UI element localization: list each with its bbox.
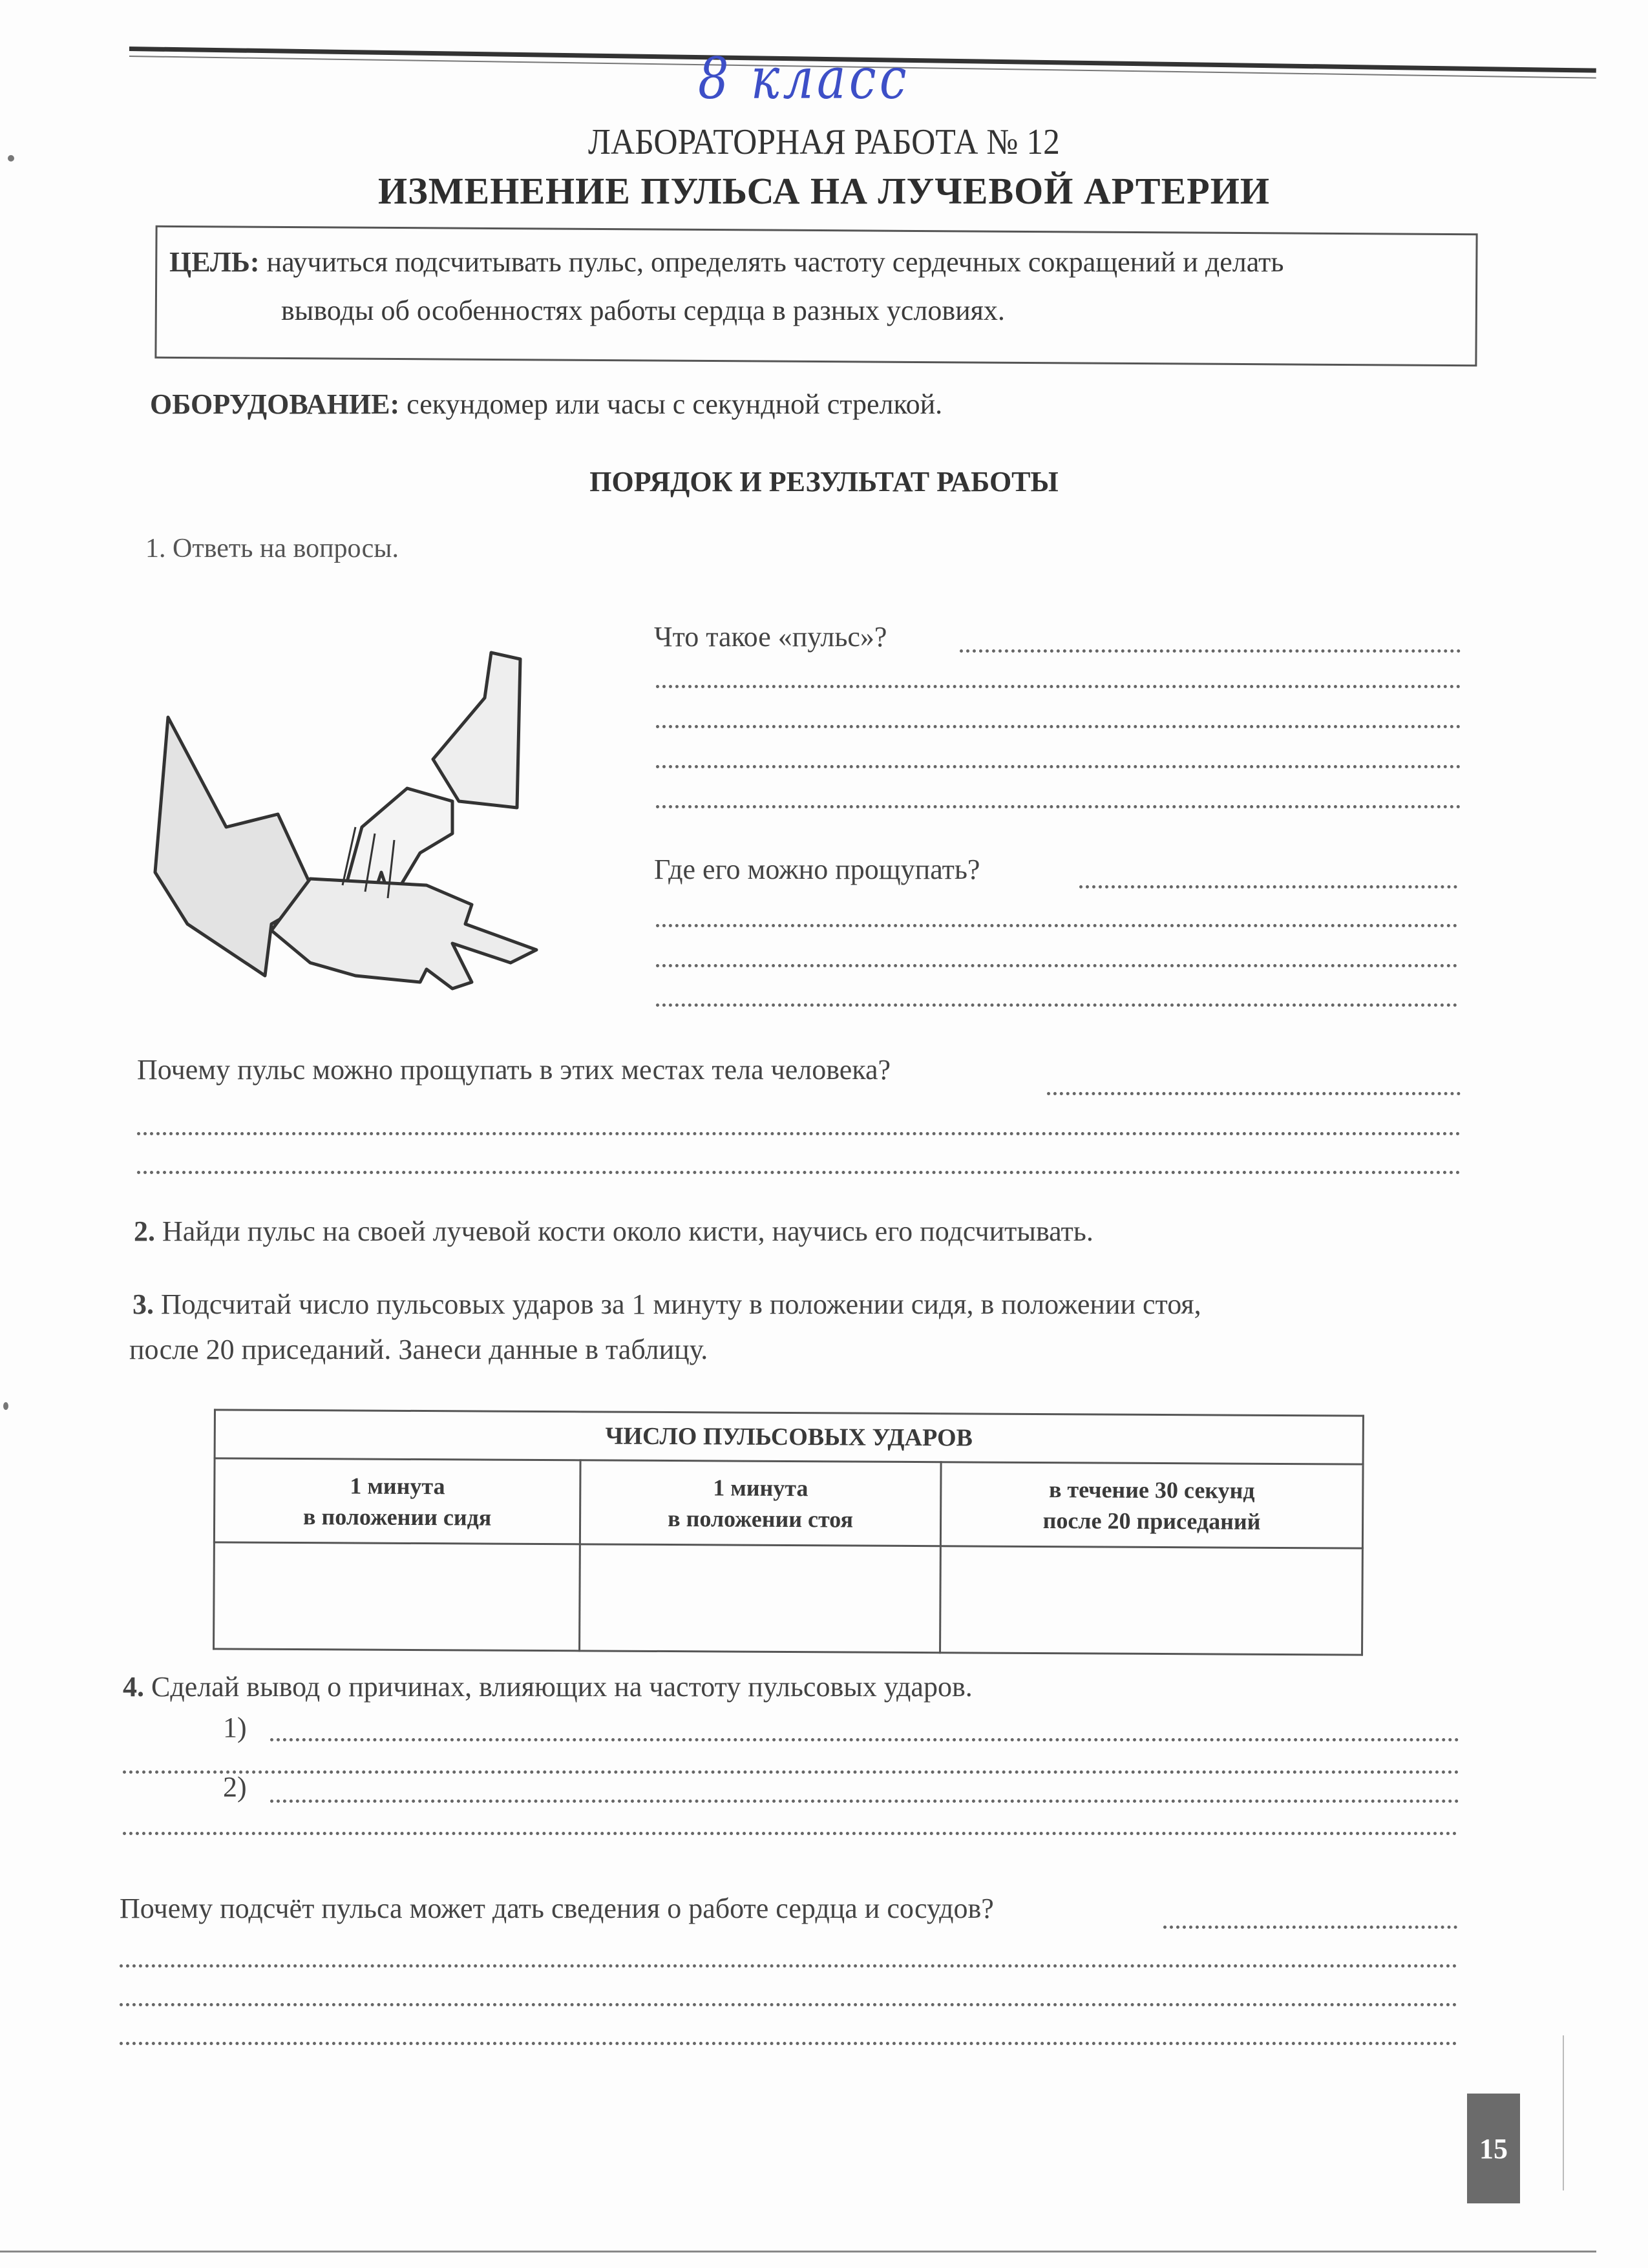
task-3-text: Подсчитай число пульсовых ударов за 1 минуту в положении сидя, в положении стоя,: [161, 1288, 1201, 1320]
task-3-line-1: [132, 1288, 1201, 1321]
answer-line[interactable]: [270, 1738, 1459, 1741]
table-cell-standing[interactable]: [580, 1544, 941, 1653]
section-heading: ПОРЯДОК И РЕЗУЛЬТАТ РАБОТЫ: [589, 466, 1059, 498]
equipment: [150, 388, 942, 421]
task-4-number: 4.: [123, 1671, 144, 1703]
question-why-these-places: Почему пульс можно прощупать в этих местах тела человека?: [137, 1054, 891, 1086]
answer-line[interactable]: [656, 685, 1461, 688]
answer-line[interactable]: [270, 1800, 1459, 1803]
upper-sleeve: [433, 653, 520, 808]
answer-line[interactable]: [123, 1770, 1459, 1774]
goal-label: ЦЕЛЬ:: [169, 246, 260, 278]
table-cell-sitting[interactable]: [214, 1542, 580, 1651]
task-2: [134, 1215, 1093, 1248]
table-cell-squats[interactable]: [940, 1546, 1362, 1655]
header-line: 1 минута: [713, 1474, 808, 1501]
task-4-item-2-label: 2): [223, 1771, 247, 1803]
scan-speck: [8, 155, 14, 162]
goal-text-1: научиться подсчитывать пульс, определять частоту сердечных сокращений и делать: [266, 246, 1284, 278]
answer-line[interactable]: [120, 1964, 1457, 1968]
task-2-number: 2.: [134, 1215, 155, 1247]
page-title: ИЗМЕНЕНИЕ ПУЛЬСА НА ЛУЧЕВОЙ АРТЕРИИ: [378, 170, 1270, 212]
header-line: в положении стоя: [668, 1505, 854, 1533]
table-title: ЧИСЛО ПУЛЬСОВЫХ УДАРОВ: [215, 1410, 1363, 1464]
answer-line[interactable]: [656, 725, 1461, 728]
answer-line[interactable]: [123, 1832, 1457, 1835]
task-1-number: 1.: [145, 534, 166, 563]
table-header-squats: [940, 1462, 1363, 1548]
question-why-pulse-count: Почему подсчёт пульса может дать сведения о работе сердца и сосудов?: [120, 1893, 994, 1924]
task-4-text: Сделай вывод о причинах, влияющих на частоту пульсовых ударов.: [151, 1671, 973, 1703]
answer-line[interactable]: [1163, 1926, 1457, 1929]
task-4: [123, 1670, 973, 1703]
answer-line[interactable]: [1079, 885, 1457, 888]
answer-line[interactable]: [120, 2003, 1457, 2006]
handwritten-grade-note: 8 класс: [698, 45, 910, 112]
goal-line-2: выводы об особенностях работы сердца в разных условиях.: [281, 295, 1005, 326]
scan-speck: [3, 1402, 8, 1410]
page-number: 15: [1467, 2094, 1520, 2203]
task-2-text: Найди пульс на своей лучевой кости около кисти, научись его подсчитывать.: [162, 1215, 1093, 1247]
answer-line[interactable]: [120, 2042, 1457, 2045]
answer-line[interactable]: [656, 964, 1457, 967]
scan-right-edge: [1563, 2035, 1564, 2190]
answer-line[interactable]: [656, 924, 1457, 927]
table-header-sitting: [214, 1458, 580, 1544]
lab-number: ЛАБОРАТОРНАЯ РАБОТА № 12: [588, 122, 1060, 162]
task-3-line-2: после 20 приседаний. Занеси данные в таблицу.: [129, 1334, 708, 1365]
task-1-text: Ответь на вопросы.: [173, 534, 399, 563]
equipment-label: ОБОРУДОВАНИЕ:: [150, 388, 400, 420]
question-what-is-pulse: Что такое «пульс»?: [654, 621, 887, 653]
answer-line[interactable]: [137, 1171, 1461, 1174]
header-line: 1 минута: [350, 1472, 445, 1499]
scan-bottom-edge: [0, 2251, 1596, 2252]
task-1: [145, 533, 399, 564]
lower-hand: [271, 879, 536, 989]
answer-line[interactable]: [960, 649, 1461, 653]
answer-line[interactable]: [1047, 1092, 1461, 1095]
task-4-item-1-label: 1): [223, 1712, 247, 1743]
answer-line[interactable]: [656, 805, 1461, 808]
answer-line[interactable]: [656, 765, 1461, 768]
pulse-count-table: [213, 1409, 1364, 1655]
task-3-number: 3.: [132, 1288, 154, 1320]
answer-line[interactable]: [656, 1003, 1457, 1007]
header-line: в положении сидя: [302, 1503, 492, 1531]
header-line: после 20 приседаний: [1042, 1507, 1261, 1535]
table-header-standing: [580, 1460, 941, 1546]
question-where-felt: Где его можно прощупать?: [654, 854, 980, 885]
equipment-text: секундомер или часы с секундной стрелкой.: [407, 388, 943, 420]
hands-taking-pulse-illustration: [149, 640, 620, 1002]
answer-line[interactable]: [137, 1132, 1461, 1135]
goal-line-1: [169, 246, 1284, 278]
header-line: в течение 30 секунд: [1048, 1476, 1255, 1504]
